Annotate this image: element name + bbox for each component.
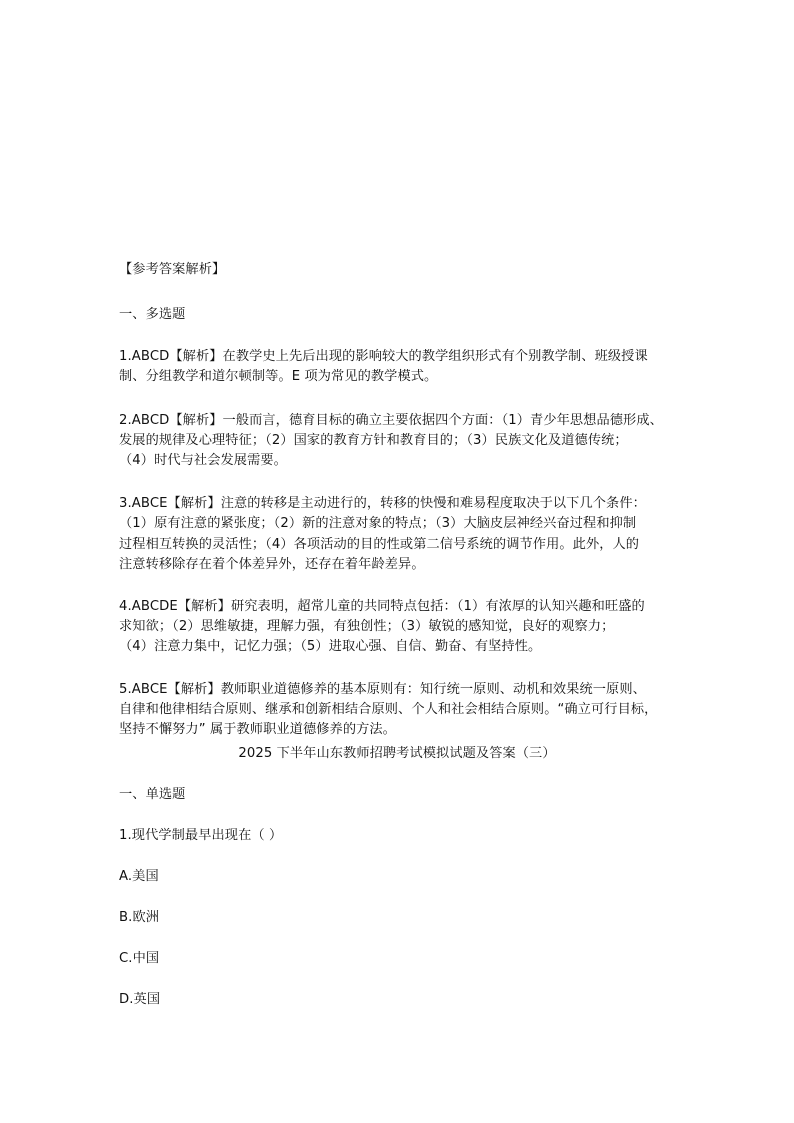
answer-line: 注意转移除存在着个体差异外，还存在着年龄差异。 [119, 557, 425, 572]
answer-line: （4）注意力集中，记忆力强；（5）进取心强、自信、勤奋、有坚持性。 [119, 639, 542, 654]
answer-line: 发展的规律及心理特征；（2）国家的教育方针和教育目的；（3）民族文化及道德传统； [119, 433, 628, 448]
option-a: A.美国 [119, 869, 159, 884]
question-1: 1.现代学制最早出现在（ ） [119, 828, 283, 843]
answer-line: 1.ABCD【解析】在教学史上先后出现的影响较大的教学组织形式有个别教学制、班级授课 [119, 349, 648, 364]
answer-line: 求知欲；（2）思维敏捷，理解力强，有独创性；（3）敏锐的感知觉，良好的观察力； [119, 619, 615, 634]
answers-part-title: 一、多选题 [119, 307, 186, 322]
answer-line: （4）时代与社会发展需要。 [119, 453, 287, 468]
answer-line: 2.ABCD【解析】一般而言，德育目标的确立主要依据四个方面：（1）青少年思想品德形成、 [119, 413, 663, 428]
option-c: C.中国 [119, 951, 160, 966]
option-d: D.英国 [119, 992, 161, 1007]
exam-part-title: 一、单选题 [119, 787, 186, 802]
exam-title: 2025 下半年山东教师招聘考试模拟试题及答案（三） [238, 746, 556, 761]
answer-line: 自律和他律相结合原则、继承和创新相结合原则、个人和社会相结合原则。“确立可行目标， [119, 702, 658, 717]
answer-line: 制、分组教学和道尔顿制等。E 项为常见的教学模式。 [119, 369, 438, 384]
answer-line: 4.ABCDE【解析】研究表明，超常儿童的共同特点包括：（1）有浓厚的认知兴趣和旺盛的 [119, 599, 645, 614]
answer-line: 5.ABCE【解析】教师职业道德修养的基本原则有：知行统一原则、动机和效果统一原则、 [119, 682, 646, 697]
answer-line: 3.ABCE【解析】注意的转移是主动进行的，转移的快慢和难易程度取决于以下几个条件： [119, 496, 646, 511]
option-b: B.欧洲 [119, 910, 160, 925]
answer-line: （1）原有注意的紧张度；（2）新的注意对象的特点；（3）大脑皮层神经兴奋过程和抑制 [119, 516, 637, 531]
answers-heading: 【参考答案解析】 [119, 262, 226, 277]
answer-line: 坚持不懈努力” 属于教师职业道德修养的方法。 [119, 722, 396, 737]
answer-line: 过程相互转换的灵活性；（4）各项活动的目的性或第二信号系统的调节作用。此外，人的 [119, 537, 640, 552]
